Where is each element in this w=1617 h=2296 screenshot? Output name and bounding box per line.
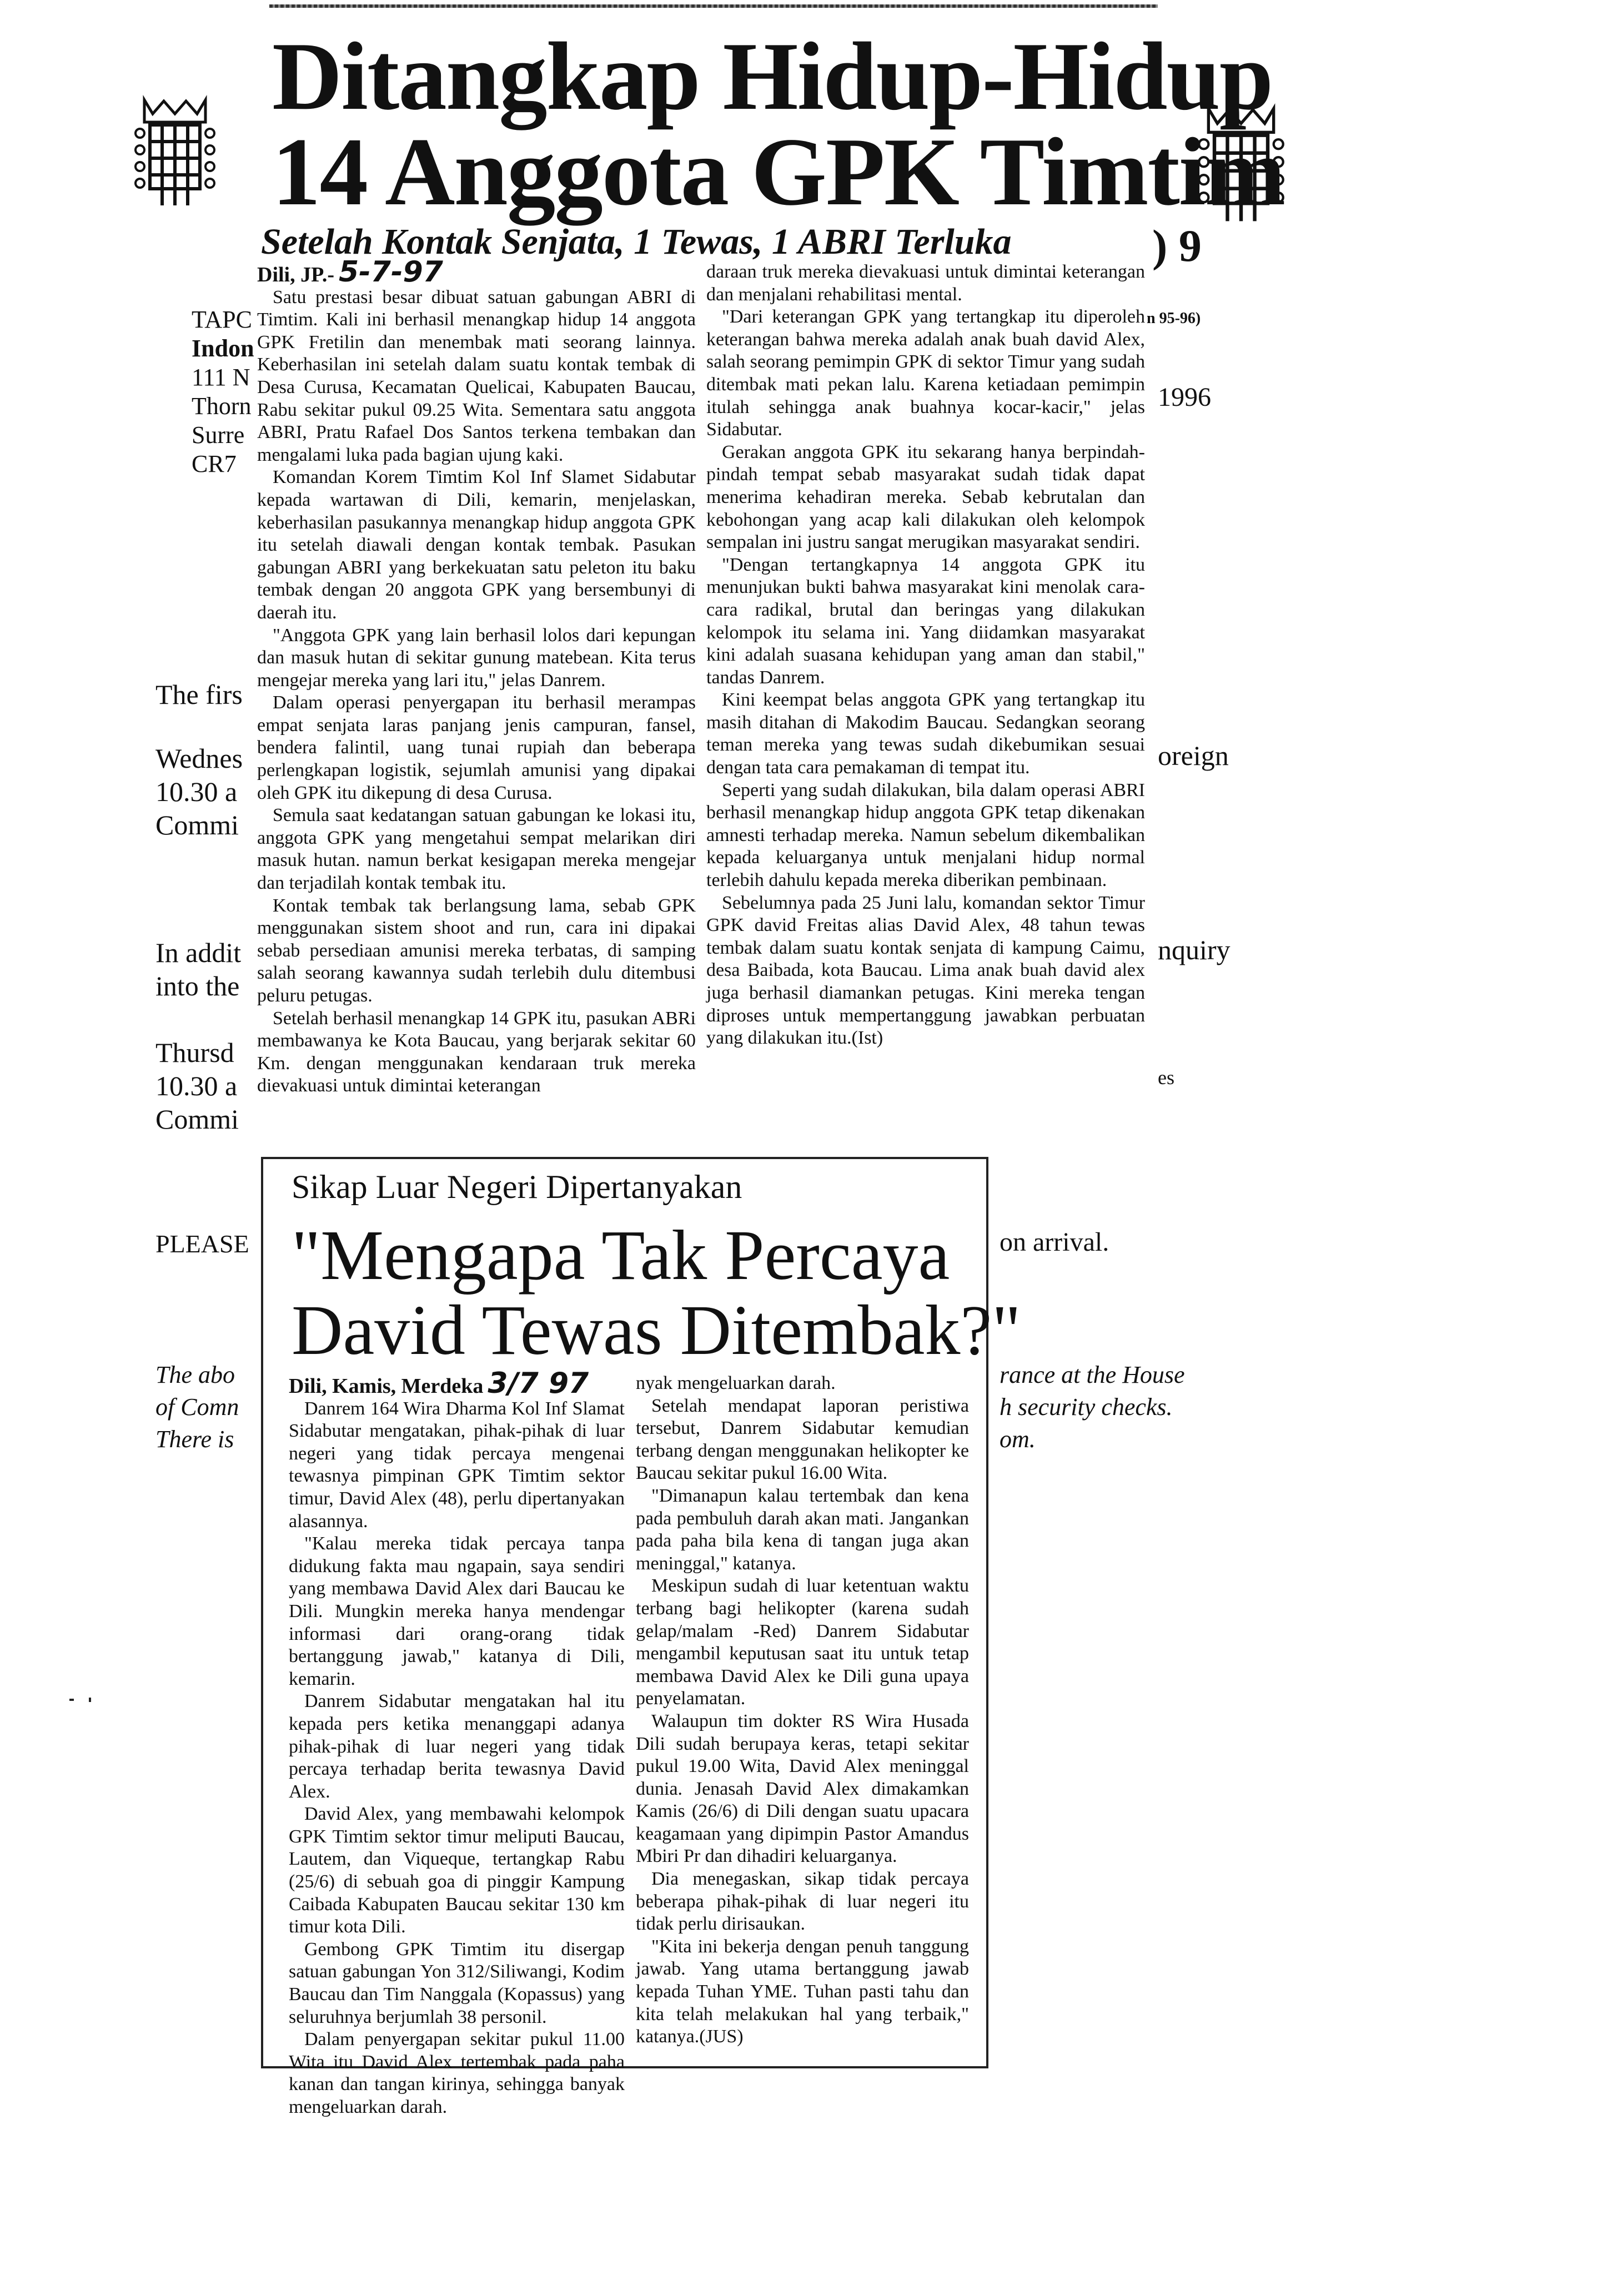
paragraph: Setelah mendapat laporan peristiwa tersebut, Danrem Sidabutar kemudian terbang dengan menggunakan helikopter ke Baucau sekitar pukul 16.00 Wita. xyxy=(636,1395,969,1484)
paragraph: Danrem Sidabutar mengatakan hal itu kepada pers ketika menanggapi adanya pihak-pihak di luar negeri yang tidak percaya terhadap berita tewasnya David Alex. xyxy=(289,1691,625,1802)
bg-text-left: Indon xyxy=(192,335,254,362)
paragraph: Walaupun tim dokter RS Wira Husada Dili sudah berupaya keras, tetapi sekitar pukul 19.00 Wita, David Alex meninggal dunia. Jenasah David Alex dimakamkan Kamis (26/6) di Dili dengan suatu upacara keagamaan yang dipimpin Pastor Amandus Mbiri Pr dan dihadiri keluarganya. xyxy=(636,1710,969,1867)
article2-kicker: Sikap Luar Negeri Dipertanyakan xyxy=(292,1169,742,1205)
scan-speck xyxy=(89,1698,91,1702)
bg-text-left: Thorn xyxy=(192,392,252,420)
bg-text-right: om. xyxy=(1000,1426,1036,1453)
paragraph: daraan truk mereka dievakuasi untuk dimintai keterangan dan menjalani rehabilitasi mental. xyxy=(706,261,1145,305)
headline-line-2: 14 Anggota GPK Timtim xyxy=(272,118,1285,225)
bg-text-left: CR7 xyxy=(192,450,237,477)
bg-text-left: Commi xyxy=(155,809,239,840)
bg-text-right: es xyxy=(1158,1066,1174,1089)
paragraph: Danrem 164 Wira Dharma Kol Inf Slamat Sidabutar mengatakan, pihak-pihak di luar negeri yang tidak percaya mengenai tewasnya pimpinan GPK Timtim sektor timur, David Alex (48), perlu dipertanyakan alasannya. xyxy=(289,1398,625,1532)
bg-text-left: There is xyxy=(155,1426,234,1453)
paragraph: "Kalau mereka tidak percaya tanpa didukung fakta mau ngapain, saya sendiri yang membawa David Alex dari Baucau ke Dili. Mungkin mereka hanya mendengar informasi dari orang-orang tidak bertanggung jawab," katanya di Dili, kemarin. xyxy=(289,1533,625,1689)
article1-dateline: Dili, JP.- 5-7-97 xyxy=(257,255,443,289)
bg-text-right: nquiry xyxy=(1158,934,1231,965)
bg-text-left: PLEASE xyxy=(155,1230,249,1258)
portcullis-crest-icon xyxy=(133,94,217,219)
paragraph: Dalam penyergapan sekitar pukul 11.00 Wita itu David Alex tertembak pada paha kanan dan tangan kirinya, sehingga banyak mengeluarkan darah. xyxy=(289,2029,625,2117)
paragraph: Setelah berhasil menangkap 14 GPK itu, pasukan ABRi membawanya ke Kota Baucau, yang berjarak sekitar 60 Km. dengan menggunakan kendaraan truk mereka dievakuasi untuk dimintai keterangan xyxy=(257,1008,696,1096)
scan-border xyxy=(269,4,1158,8)
paragraph: Sebelumnya pada 25 Juni lalu, komandan sektor Timur GPK david Freitas alias David Alex, 48 tahun tewas tembak dalam suatu kontak senjata di kampung Caimu, desa Baibada, kota Baucau. Lima anak buah david alex juga berhasil diamankan petugas. Kini mereka tengan diproses untuk mempertanggung jawabkan perbuatan yang dilakukan itu.(Ist) xyxy=(706,892,1145,1049)
subheadline: Setelah Kontak Senjata, 1 Tewas, 1 ABRI Terluka xyxy=(261,221,1012,262)
bg-text-left: Thursd xyxy=(155,1037,234,1068)
bg-text-left: Wednes xyxy=(155,743,243,774)
paragraph: "Anggota GPK yang lain berhasil lolos dari kepungan dan masuk hutan di sekitar gunung matebean. Kita terus mengejar mereka yang lari itu," jelas Danrem. xyxy=(257,625,696,691)
bg-text-right: h security checks. xyxy=(1000,1393,1173,1421)
paragraph: Dalam operasi penyergapan itu berhasil merampas empat senjata laras panjang jenis campuran, fansel, bendera falintil, uang tunai rupiah dan beberapa perlengkapan logistik, sejumlah amunisi yang dipakai oleh GPK itu dikepung di desa Curusa. xyxy=(257,692,696,803)
bg-text-left: Commi xyxy=(155,1104,239,1135)
article2-column-2 xyxy=(636,1372,969,2061)
paragraph: Komandan Korem Timtim Kol Inf Slamet Sidabutar kepada wartawan di Dili, kemarin, menjelaskan, keberhasilan pasukannya menangkap hidup anggota GPK itu setelah diawali dengan kontak tembak. Pasukan gabungan ABRI yang berkekuatan satu peleton itu baku tembak dengan 20 anggota GPK yang bersembunyi di daerah itu. xyxy=(257,467,696,623)
paragraph: Dia menegaskan, sikap tidak percaya beberapa pihak-pihak di luar negeri itu tidak perlu dirisaukan. xyxy=(636,1869,969,1935)
paragraph: Seperti yang sudah dilakukan, bila dalam operasi ABRI berhasil menangkap hidup anggota GPK tetap dikenakan amnesti terhadap mereka. Namun sebelum dikembalikan kepada keluarganya untuk menjalani hidup normal terlebih dahulu kepada mereka diberikan pembinaan. xyxy=(706,779,1145,891)
paragraph: Kontak tembak tak berlangsung lama, sebab GPK menggunakan sistem shoot and run, cara ini dipakai sebab persediaan amunisi mereka terbatas, di samping salah seorang kawannya sudah terlebih dulu ditembusi peluru petugas. xyxy=(257,895,696,1006)
bg-text-right: rance at the House xyxy=(1000,1361,1185,1388)
paragraph: Gembong GPK Timtim itu disergap satuan gabungan Yon 312/Siliwangi, Kodim Baucau dan Tim Nanggala (Kopassus) yang seluruhnya berjumlah 38 personil. xyxy=(289,1938,625,2027)
article2-column-1 xyxy=(289,1367,625,2117)
page-number: ) 9 xyxy=(1152,220,1202,271)
bg-text-right: on arrival. xyxy=(1000,1227,1109,1257)
paragraph: Satu prestasi besar dibuat satuan gabungan ABRI di Timtim. Kali ini berhasil menangkap hidup 14 anggota GPK Fretilin dan menembak mati seorang lainnya. Keberhasilan ini setelah dalam suatu kontak tembak di Desa Curusa, Kecamatan Quelicai, Kabupaten Baucau, Rabu sekitar pukul 09.25 Wita. Sementara satu anggota ABRI, Pratu Rafael Dos Santos terkena tembakan dan mengalami luka pada bagian ujung kaki. xyxy=(257,286,696,465)
bg-text-left: 10.30 a xyxy=(155,1070,238,1101)
bg-text-left: The firs xyxy=(155,679,243,710)
paragraph: Meskipun sudah di luar ketentuan waktu terbang bagi helikopter (karena sudah gelap/malam -Red) Danrem Sidabutar mengambil keputusan saat itu untuk tetap membawa David Alex ke Dili guna upaya penyelamatan. xyxy=(636,1575,969,1709)
bg-text-left: into the xyxy=(155,970,240,1001)
paragraph: David Alex, yang membawahi kelompok GPK Timtim sektor timur meliputi Baucau, Lautem, dan Viqueque, tertangkap Rabu (25/6) di sebuah goa di pinggir Kampung Caibada Kabupaten Baucau sekitar 130 km timur kota Dili. xyxy=(289,1804,625,1937)
bg-text-left: TAPC xyxy=(192,306,252,333)
paragraph: Gerakan anggota GPK itu sekarang hanya berpindah-pindah tempat sebab masyarakat sudah tidak dapat menerima kehadiran mereka. Sebab kebrutalan dan kebohongan yang acap kali dilakukan oleh kelompok sempalan ini justru sangat merugikan masyarakat sendiri. xyxy=(706,441,1145,553)
paragraph: "Kita ini bekerja dengan penuh tanggung jawab. Yang utama bertanggung jawab kepada Tuhan YME. Tuhan pasti tahu dan kita telah melakukan hal yang terbaik," katanya.(JUS) xyxy=(636,1936,969,2047)
bg-text-right: 1996 xyxy=(1158,382,1211,412)
article1-column-2 xyxy=(706,261,1145,1156)
bg-text-left: 111 N xyxy=(192,364,250,391)
paragraph: Semula saat kedatangan satuan gabungan ke lokasi itu, anggota GPK yang mengetahui sempat melarikan diri masuk hutan. namun berkat kesigapan mereka mengejar dan terjadilah kontak tembak itu. xyxy=(257,805,696,894)
bg-text-right: n 95-96) xyxy=(1147,310,1201,327)
paragraph: "Dimanapun kalau tertembak dan kena pada pembuluh darah akan mati. Jangankan pada paha bila kena di tangan juga akan meninggal," katanya. xyxy=(636,1485,969,1574)
headline-line-1: Ditangkap Hidup-Hidup xyxy=(272,22,1273,130)
bg-text-right: oreign xyxy=(1158,740,1229,771)
bg-text-left: Surre xyxy=(192,421,245,449)
bg-text-left: of Comn xyxy=(155,1393,239,1421)
article2-headline-line-2: David Tewas Ditembak?" xyxy=(292,1291,1021,1369)
handwritten-date: 5-7-97 xyxy=(339,255,443,289)
bg-text-left: 10.30 a xyxy=(155,776,238,807)
bg-text-left: In addit xyxy=(155,937,242,968)
article2-headline-line-1: "Mengapa Tak Percaya xyxy=(292,1216,950,1295)
article1-column-1 xyxy=(257,255,696,1154)
paragraph: nyak mengeluarkan darah. xyxy=(636,1373,836,1393)
paragraph: Kini keempat belas anggota GPK yang tertangkap itu masih ditahan di Makodim Baucau. Sedangkan seorang teman mereka yang tewas sudah dikebumikan sesuai dengan tata cara pemakaman di tempat itu. xyxy=(706,689,1145,778)
article2-dateline: Dili, Kamis, Merdeka 3/7 97 xyxy=(289,1367,589,1400)
bg-text-left: The abo xyxy=(155,1361,235,1388)
scan-speck xyxy=(69,1699,74,1701)
paragraph: "Dengan tertangkapnya 14 anggota GPK itu menunjukan bukti bahwa masyarakat kini menolak cara-cara radikal, brutal dan beringas yang dilakukan kelompok itu selama ini. Yang diidamkan masyarakat kini adalah suasana kehidupan yang aman dan stabil," tandas Danrem. xyxy=(706,554,1145,688)
paragraph: "Dari keterangan GPK yang tertangkap itu diperoleh keterangan bahwa mereka adalah anak buah david Alex, salah seorang pemimpin GPK di sektor Timur yang sudah ditembak mati pekan lalu. Karena ketiadaan pemimpin itulah sehingga anak buahnya kocar-kacir," jelas Sidabutar. xyxy=(706,306,1145,440)
handwritten-date: 3/7 97 xyxy=(488,1367,589,1400)
